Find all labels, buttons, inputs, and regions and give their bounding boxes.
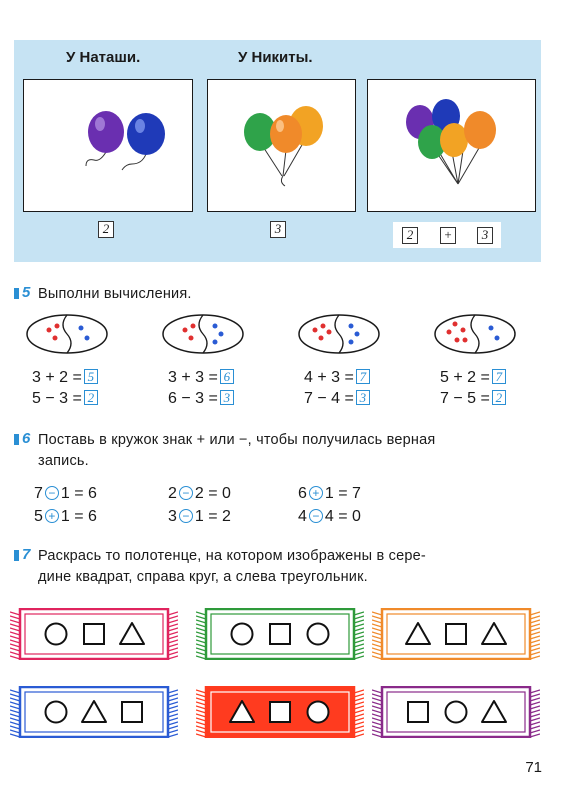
towel-drawing	[372, 608, 540, 660]
sign-equation: 3 − 1 = 2	[168, 508, 231, 525]
task-number: 6	[22, 430, 31, 447]
task-bullet	[14, 550, 19, 561]
natasha-label: У Наташи.	[66, 49, 141, 66]
task6-line2: запись.	[38, 453, 89, 469]
task-bullet	[14, 288, 19, 299]
balloons-frame-together	[367, 79, 536, 212]
two-balloons-image	[24, 80, 192, 211]
equation-2b: 6 − 3 = 3	[168, 390, 234, 408]
sign-equation: 2 − 2 = 0	[168, 485, 231, 502]
task5-title: Выполни вычисления.	[38, 286, 192, 302]
five-balloons-image	[368, 80, 535, 211]
task7-line2: дине квадрат, справа круг, а слева треугольник.	[38, 569, 368, 585]
sign-equation: 7 − 1 = 6	[34, 485, 97, 502]
answer-box: 2	[84, 390, 98, 405]
oval-2	[163, 315, 243, 353]
answer-box: 3	[356, 390, 370, 405]
towel-drawing	[196, 686, 364, 738]
equation-2a: 3 + 3 = 6	[168, 369, 234, 387]
towel-drawing	[372, 686, 540, 738]
towel[interactable]	[372, 608, 540, 660]
towel-drawing	[196, 608, 364, 660]
answer-box: 2	[492, 390, 506, 405]
towel-inner-border	[387, 614, 525, 654]
sign-circle[interactable]: −	[179, 486, 193, 500]
sign-circle[interactable]: +	[45, 509, 59, 523]
nikita-label: У Никиты.	[238, 49, 313, 66]
oval-4	[435, 315, 515, 353]
balloons-frame-nikita	[207, 79, 356, 212]
sum-box-a: 2	[402, 227, 418, 244]
page-number: 71	[525, 759, 542, 776]
towel[interactable]	[196, 608, 364, 660]
oval-3	[299, 315, 379, 353]
sum-box-operator: +	[440, 227, 456, 244]
sign-equation: 4 − 4 = 0	[298, 508, 361, 525]
towel[interactable]	[196, 686, 364, 738]
equation-3b: 7 − 4 = 3	[304, 390, 370, 408]
oval-1	[27, 315, 107, 353]
dot-ovals	[25, 312, 545, 357]
sign-circle[interactable]: −	[45, 486, 59, 500]
sign-equation: 6 + 1 = 7	[298, 485, 361, 502]
equation-3a: 4 + 3 = 7	[304, 369, 370, 387]
circle-shape	[308, 702, 329, 723]
equation-4b: 7 − 5 = 2	[440, 390, 506, 408]
task-bullet	[14, 434, 19, 445]
sign-circle[interactable]: +	[309, 486, 323, 500]
answer-box: 3	[220, 390, 234, 405]
towel-drawing	[10, 608, 178, 660]
equation-4a: 5 + 2 = 7	[440, 369, 506, 387]
count-box-natasha: 2	[98, 221, 114, 238]
answer-box: 6	[220, 369, 234, 384]
task-number: 7	[22, 546, 31, 563]
equation-1b: 5 − 3 = 2	[32, 390, 98, 408]
sign-equation: 5 + 1 = 6	[34, 508, 97, 525]
task7-line1: Раскрась то полотенце, на котором изображены в сере-	[38, 548, 426, 564]
towel[interactable]	[10, 686, 178, 738]
answer-box: 7	[356, 369, 370, 384]
towel-drawing	[10, 686, 178, 738]
sign-circle[interactable]: −	[309, 509, 323, 523]
sum-box-b: 3	[477, 227, 493, 244]
answer-box: 7	[492, 369, 506, 384]
balloons-frame-natasha	[23, 79, 193, 212]
sign-circle[interactable]: −	[179, 509, 193, 523]
towel[interactable]	[372, 686, 540, 738]
square-shape	[270, 702, 290, 722]
task-number: 5	[22, 284, 31, 301]
towel[interactable]	[10, 608, 178, 660]
answer-box: 5	[84, 369, 98, 384]
count-box-nikita: 3	[270, 221, 286, 238]
three-balloons-image	[208, 80, 355, 211]
equation-1a: 3 + 2 = 5	[32, 369, 98, 387]
task6-line1: Поставь в кружок знак + или −, чтобы получилась верная	[38, 432, 436, 448]
